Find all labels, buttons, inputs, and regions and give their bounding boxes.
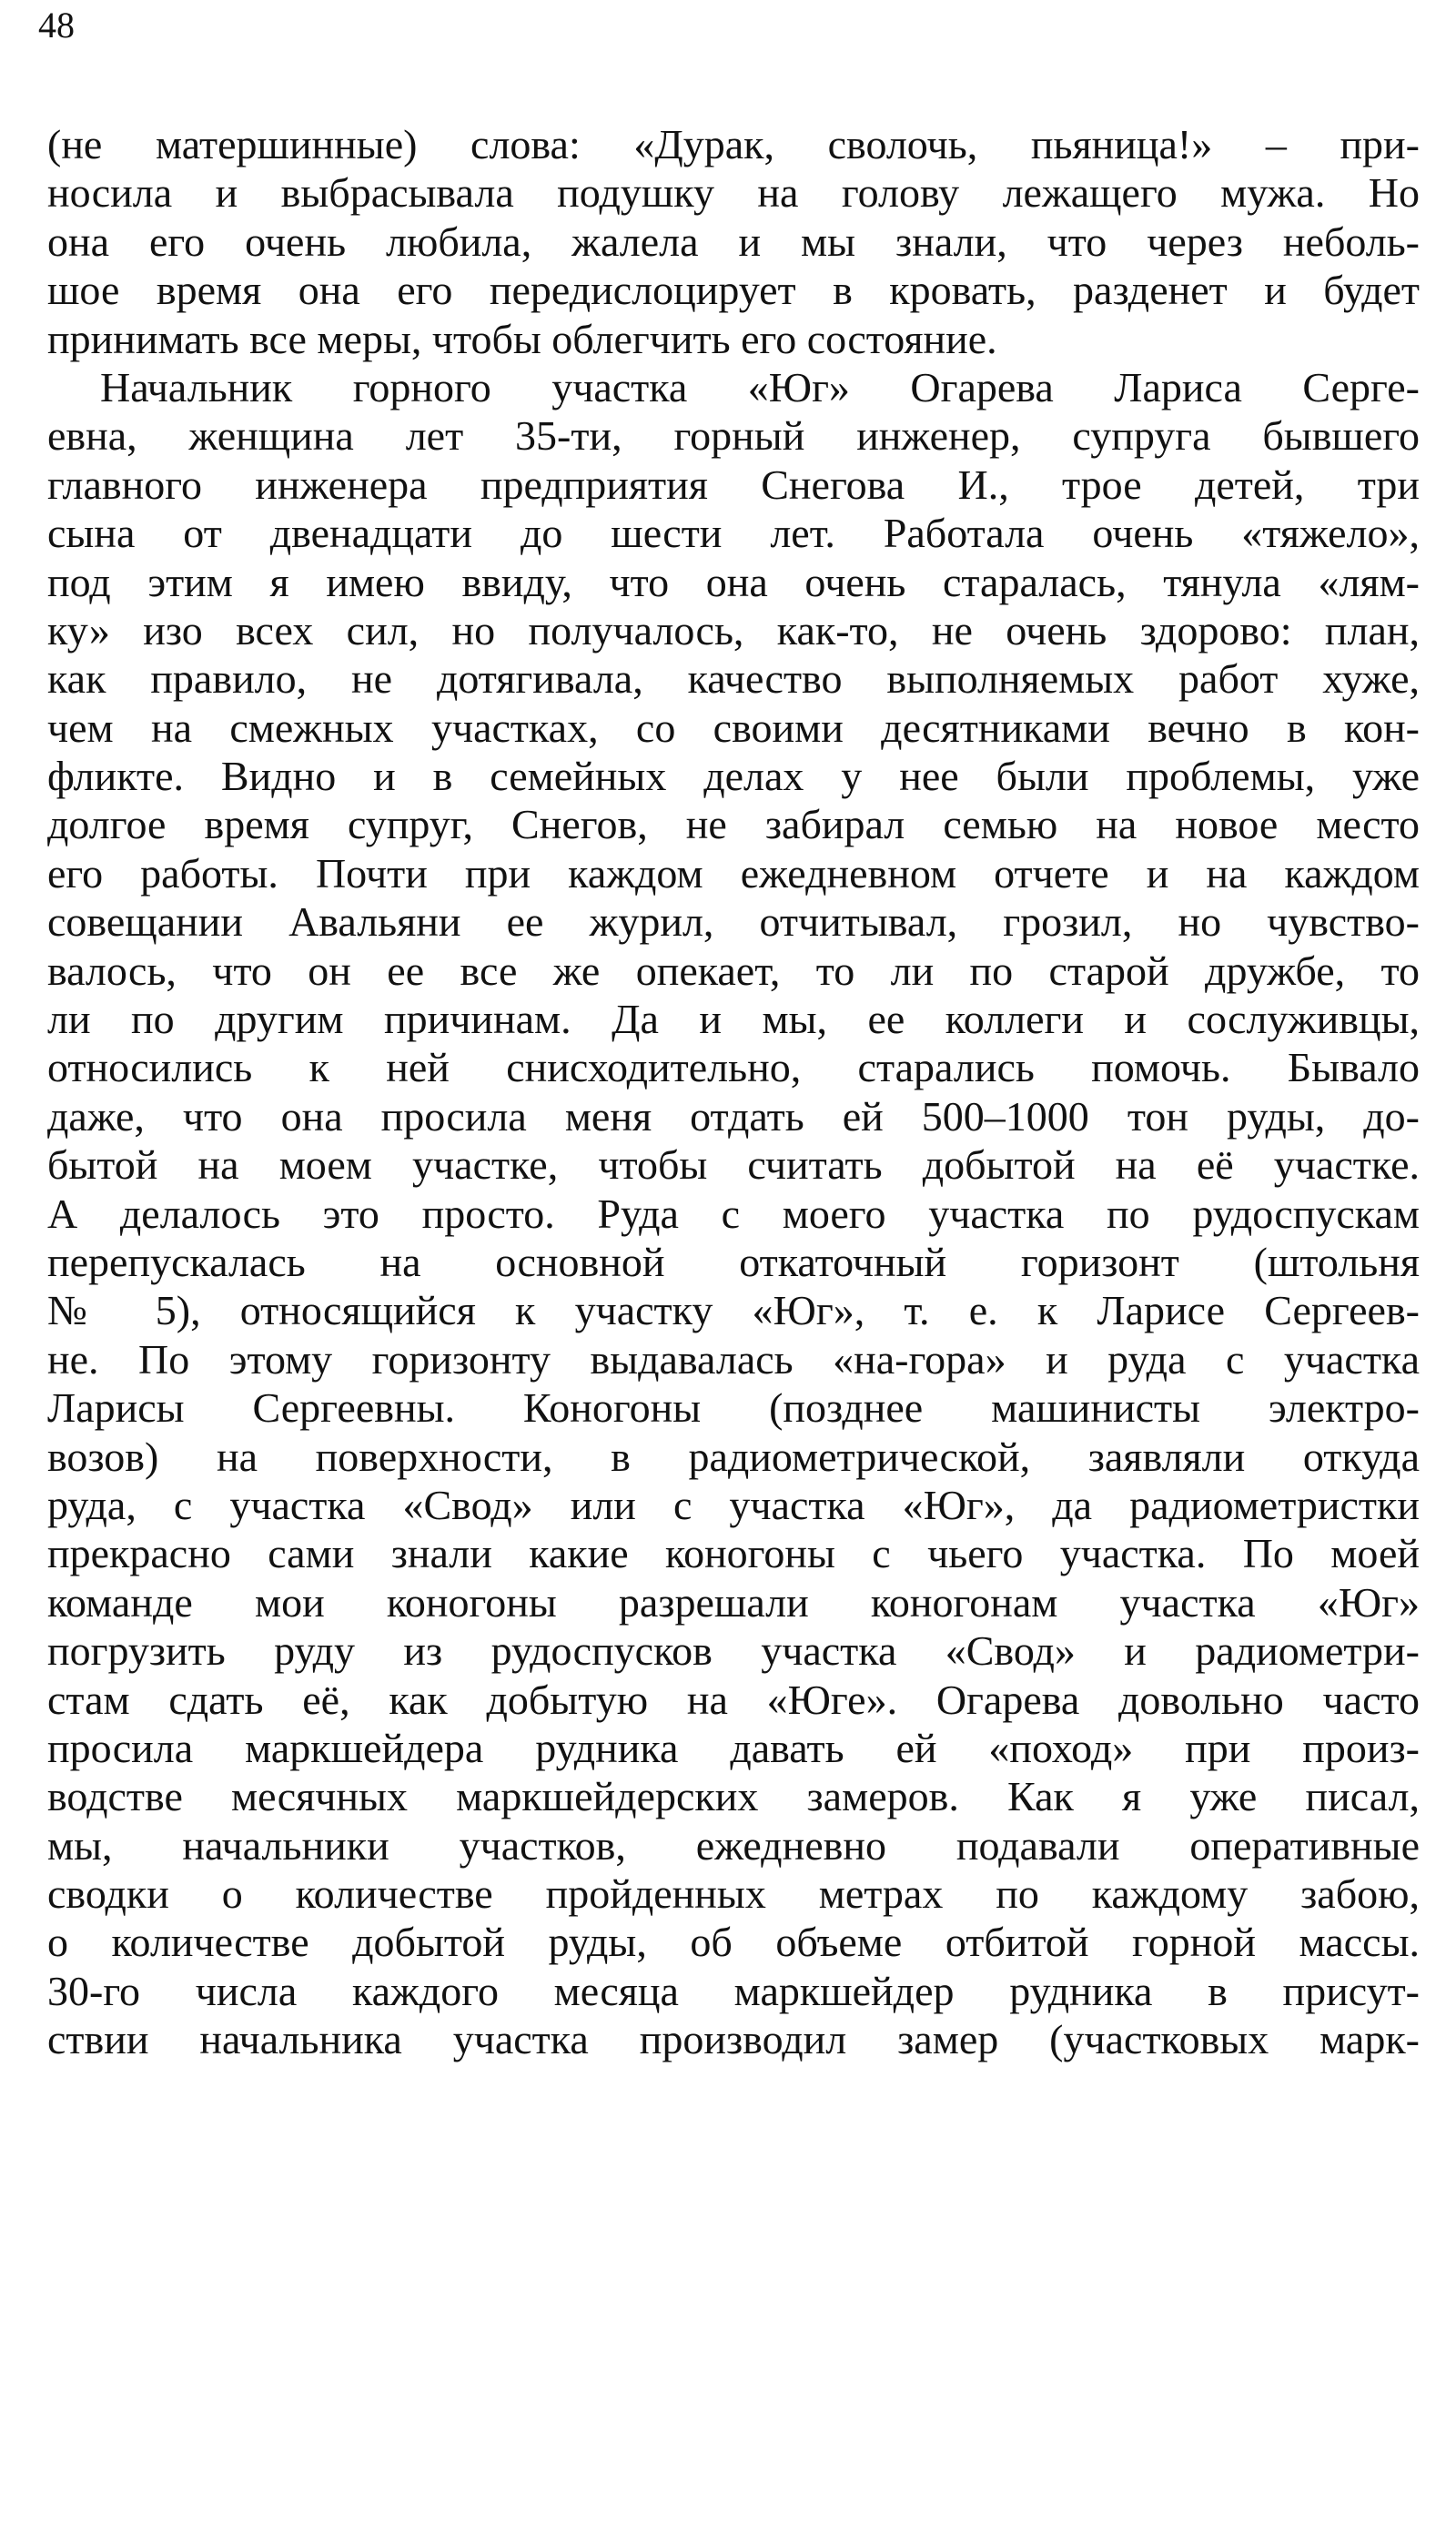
text-line: она его очень любила, жалела и мы знали, что через неболь- <box>47 218 1420 265</box>
text-line: стам сдать её, как добытую на «Юге». Огарева довольно часто <box>47 1676 1420 1723</box>
text-line: Начальник горного участка «Юг» Огарева Лариса Серге- <box>100 363 1420 410</box>
text-line: ку» изо всех сил, но получалось, как-то, не очень здорово: план, <box>47 606 1420 654</box>
text-line: даже, что она просила меня отдать ей 500–1000 тон руды, до- <box>47 1092 1420 1140</box>
text-line: просила маркшейдера рудника давать ей «поход» при произ- <box>47 1724 1420 1771</box>
text-line: принимать все меры, чтобы облегчить его состояние. <box>47 315 997 362</box>
text-line: сводки о количестве пройденных метрах по каждому забою, <box>47 1870 1420 1918</box>
body-text <box>47 120 1420 2064</box>
text-line: как правило, не дотягивала, качество выполняемых работ хуже, <box>47 655 1420 703</box>
text-line: евна, женщина лет 35-ти, горный инженер, супруга бывшего <box>47 412 1420 460</box>
text-line: его работы. Почти при каждом ежедневном отчете и на каждом <box>47 849 1420 897</box>
text-line: погрузить руду из рудоспусков участка «Свод» и радиометри- <box>47 1627 1420 1675</box>
text-line: перепускалась на основной откаточный горизонт (штольня <box>47 1238 1420 1285</box>
text-line: А делалось это просто. Руда с моего участка по рудоспускам <box>47 1190 1420 1237</box>
text-line: руда, с участка «Свод» или с участка «Юг», да радиометристки <box>47 1481 1420 1528</box>
text-line: относились к ней снисходительно, старались помочь. Бывало <box>47 1044 1420 1091</box>
text-line: чем на смежных участках, со своими десятниками вечно в кон- <box>47 704 1420 751</box>
text-line: о количестве добытой руды, об объеме отбитой горной массы. <box>47 1919 1420 1966</box>
text-line: не. По этому горизонту выдавалась «на-гора» и руда с участка <box>47 1335 1420 1383</box>
text-line: ли по другим причинам. Да и мы, ее коллеги и сослуживцы, <box>47 996 1420 1043</box>
text-line: фликте. Видно и в семейных делах у нее были проблемы, уже <box>47 753 1420 800</box>
text-line: шое время она его передислоцирует в кровать, разденет и будет <box>47 267 1420 314</box>
text-line: ствии начальника участка производил замер (участковых марк- <box>47 2016 1420 2063</box>
text-line: прекрасно сами знали какие коногоны с чьего участка. По моей <box>47 1530 1420 1577</box>
text-line: № 5), относящийся к участку «Юг», т. е. к Ларисе Сергеев- <box>47 1287 1420 1334</box>
text-line: Ларисы Сергеевны. Коногоны (позднее машинисты электро- <box>47 1384 1420 1432</box>
text-line: (не матершинные) слова: «Дурак, сволочь, пьяница!» – при- <box>47 121 1420 167</box>
text-line: бытой на моем участке, чтобы считать добытой на её участке. <box>47 1141 1420 1189</box>
text-line: водстве месячных маркшейдерских замеров. Как я уже писал, <box>47 1773 1420 1820</box>
text-line: сына от двенадцати до шести лет. Работала очень «тяжело», <box>47 510 1420 557</box>
text-line: главного инженера предприятия Снегова И., трое детей, три <box>47 461 1420 508</box>
page-number: 48 <box>38 5 75 46</box>
text-line: носила и выбрасывала подушку на голову лежащего мужа. Но <box>47 169 1420 217</box>
text-line: возов) на поверхности, в радиометрической, заявляли откуда <box>47 1433 1420 1480</box>
text-line: совещании Авальяни ее журил, отчитывал, грозил, но чувство- <box>47 898 1420 946</box>
text-line: мы, начальники участков, ежедневно подавали оперативные <box>47 1821 1420 1869</box>
text-line: долгое время супруг, Снегов, не забирал семью на новое место <box>47 801 1420 848</box>
text-line: 30-го числа каждого месяца маркшейдер рудника в присут- <box>47 1967 1420 2014</box>
text-line: валось, что он ее все же опекает, то ли по старой дружбе, то <box>47 947 1420 994</box>
text-line: команде мои коногоны разрешали коногонам участка «Юг» <box>47 1578 1420 1626</box>
text-line: под этим я имею ввиду, что она очень старалась, тянула «лям- <box>47 558 1420 605</box>
